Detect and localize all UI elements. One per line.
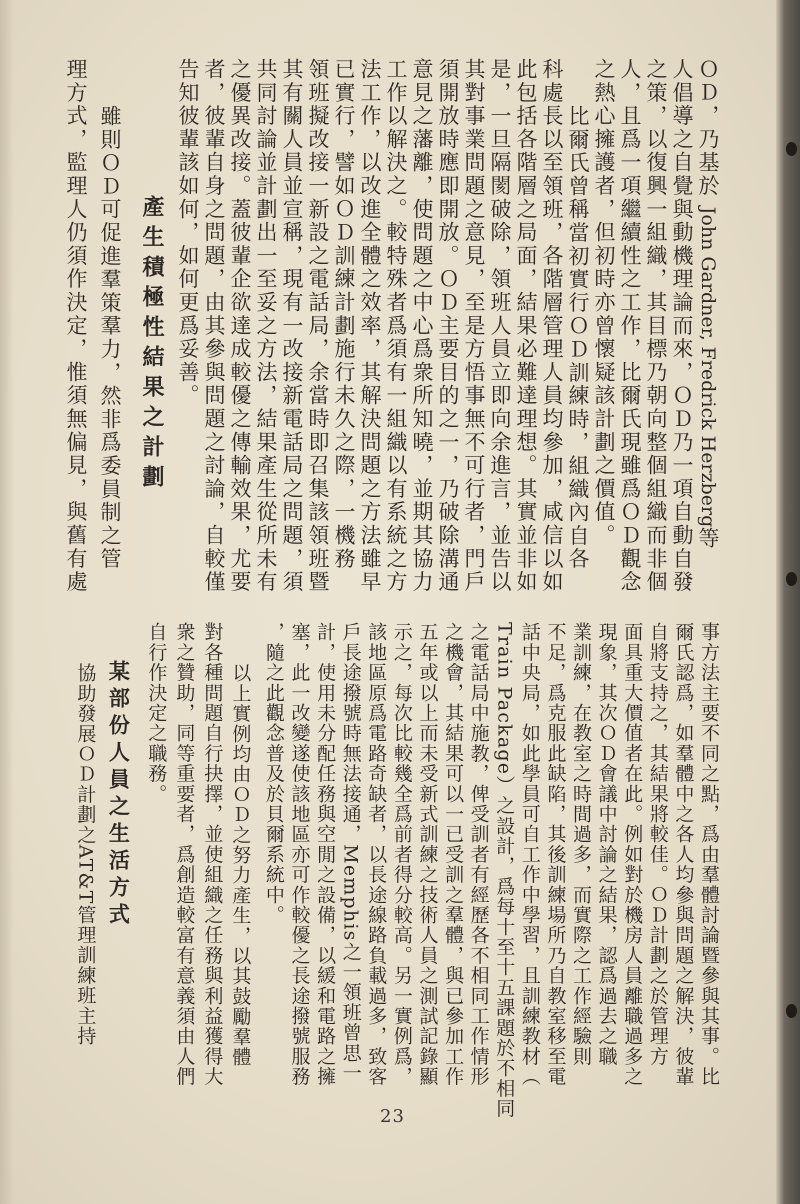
text-column: 該地區原爲電路奇缺者，以長途線路負載過多，致客: [365, 622, 388, 1087]
text-column: 不足，爲克服此缺陷，其後訓練場所乃自教室移至電: [544, 622, 567, 1087]
text-column: 現象，其次ＯＤ會議中討論之結果，認爲過去之職: [595, 622, 618, 1067]
section-heading: 產生積極性結果之計劃: [139, 195, 165, 495]
lower-text-block: [72, 622, 721, 1119]
text-column: 面具重大價值者在此。例如對於機房人員離職過多之: [621, 622, 644, 1087]
text-column: 已實行，譬如ＯＤ訓練計劃施行未久之際，一機務: [332, 58, 356, 571]
paragraph-start-column: 以上實例均由ＯＤ之努力產生，以其鼓勵羣體: [229, 663, 252, 1067]
upper-text-block: [63, 58, 721, 594]
text-run: 等: [696, 527, 720, 551]
text-column: 之優異改接。蓋彼輩企欲達成較優之傳輸效果，尤要: [228, 58, 252, 594]
text-column: [695, 58, 721, 594]
text-column: 此包括各階層之局面，結果必難達理想。其實並非如: [514, 58, 538, 594]
text-column: 之電話局中施教，俾受訓者有經歷各不相同工作情形: [467, 622, 490, 1087]
text-column: 告知彼輩該如何，如何更爲妥善。: [176, 58, 200, 408]
text-column: 爾氏認爲，如羣體中之各人均參與問題之解決，彼輩: [672, 622, 695, 1087]
text-column: 自行作決定之職務。: [145, 622, 168, 804]
text-column: Train Package）之設計，爲每十至十五課題於不相同: [493, 622, 516, 1119]
page-left-edge: [0, 0, 14, 1204]
latin-names: John Gardner, Fredrick Herzberg: [697, 206, 719, 528]
text-column: 自將支持之，其結果將較佳。ＯＤ計劃之於管理方: [646, 622, 669, 1067]
text-column: 之熱心擁護者，但初時亦曾懷疑該計劃之價值。: [592, 58, 616, 548]
paragraph-start-column: 協助發展ＯＤ計劃之AT&T管理訓練班主持: [74, 663, 97, 1046]
text-column: 示之，每次比較幾全爲前者得分較高。另一實例爲，: [390, 622, 413, 1087]
text-column: 計，使用未分配任務與空閒之設備，以緩和電路之擁: [314, 622, 337, 1087]
text-column: 五年或以上而未受新式訓練之技術人員之測試記錄顯: [416, 622, 439, 1087]
paragraph-start-column: 比爾氏曾稱當初實行ＯＤ訓練時，組織內自各: [566, 105, 590, 571]
section-heading: 某部份人員之生活方式: [106, 660, 132, 930]
text-column: 人，且爲一項繼續性之工作，比爾氏現雖爲ＯＤ觀念: [618, 58, 642, 594]
text-column: 業訓練，在教室之時間過多，而實際之工作經驗則: [570, 622, 593, 1067]
text-column: ，隨之此觀念普及於貝爾系統中。: [262, 622, 285, 925]
text-column: 之機會，其結果可以一已受訓之羣體，與已參加工作: [442, 622, 465, 1087]
text-column: 人倡導之自覺與動機理論而來，ＯＤ乃一項自動自發: [670, 58, 694, 594]
text-column: 領班擬改接一新設之電話局，余當時即召集該領班暨: [306, 58, 330, 594]
text-column: 衆之贊助，同等重要者，爲創造較富有意義須由人們: [173, 622, 196, 1087]
text-run: ＯＤ，乃基於: [696, 58, 720, 207]
page-number: 23: [380, 1106, 405, 1127]
text-column: 須開放時應即開放。ＯＤ主要目的之一，乃破除溝通: [436, 58, 460, 594]
text-column: 事方法主要不同之點，爲由羣體討論暨參與其事。比: [698, 622, 720, 1087]
text-column: 之策，以復興一組織，其目標乃朝向整個組織而非個: [644, 58, 668, 594]
text-column: 共同討論並計劃出一至妥之方法，結果產生從所未有: [254, 58, 278, 594]
text-column: 對各種問題自行抉擇，並使組織之任務與利益獲得大: [201, 622, 224, 1087]
binding-hole: [786, 572, 797, 586]
text-column: 工作以解決之。較特殊者爲須有一組織以有系統之方: [384, 58, 408, 594]
text-column: 意見之藩離，使問題之中心爲衆所知曉，並期其協力: [410, 58, 434, 594]
text-column: 其對事業問題之意見，至是方悟事無不可行者，門戶: [462, 58, 486, 594]
text-column: 話中央局，如此學員可自工作中學習，且訓練教材（: [518, 622, 541, 1087]
text-column: 者，彼輩自身之問題，由其參與問題之討論，自較僅: [202, 58, 226, 594]
text-column: 其有關人員並宣稱，現有一改接新電話局之問題，須: [280, 58, 304, 594]
text-column: 科處長以至領班，各階層管理人員均參加，咸信以如: [540, 58, 564, 594]
binding-hole: [786, 1004, 797, 1018]
text-column: 法工作，以改進全體之效率，其解決問題之方法雖早: [358, 58, 382, 594]
paragraph-start-column: 雖則ＯＤ可促進羣策羣力，然非爲委員制之管: [98, 105, 122, 571]
text-column: 理方式，監理人仍須作決定，惟須無偏見，與舊有處: [64, 58, 88, 594]
binding-hole: [786, 142, 797, 156]
text-column: 是，一旦隔閡破除，領班人員立即向余進言，並告以: [488, 58, 512, 594]
text-column: 塞，此一改變遂使該地區亦可作較優之長途撥號服務: [288, 622, 311, 1087]
text-column: 戶長途撥號時無法接通，Memphis之一領班曾思一: [339, 622, 362, 1083]
page-binding-edge: [776, 0, 800, 1204]
